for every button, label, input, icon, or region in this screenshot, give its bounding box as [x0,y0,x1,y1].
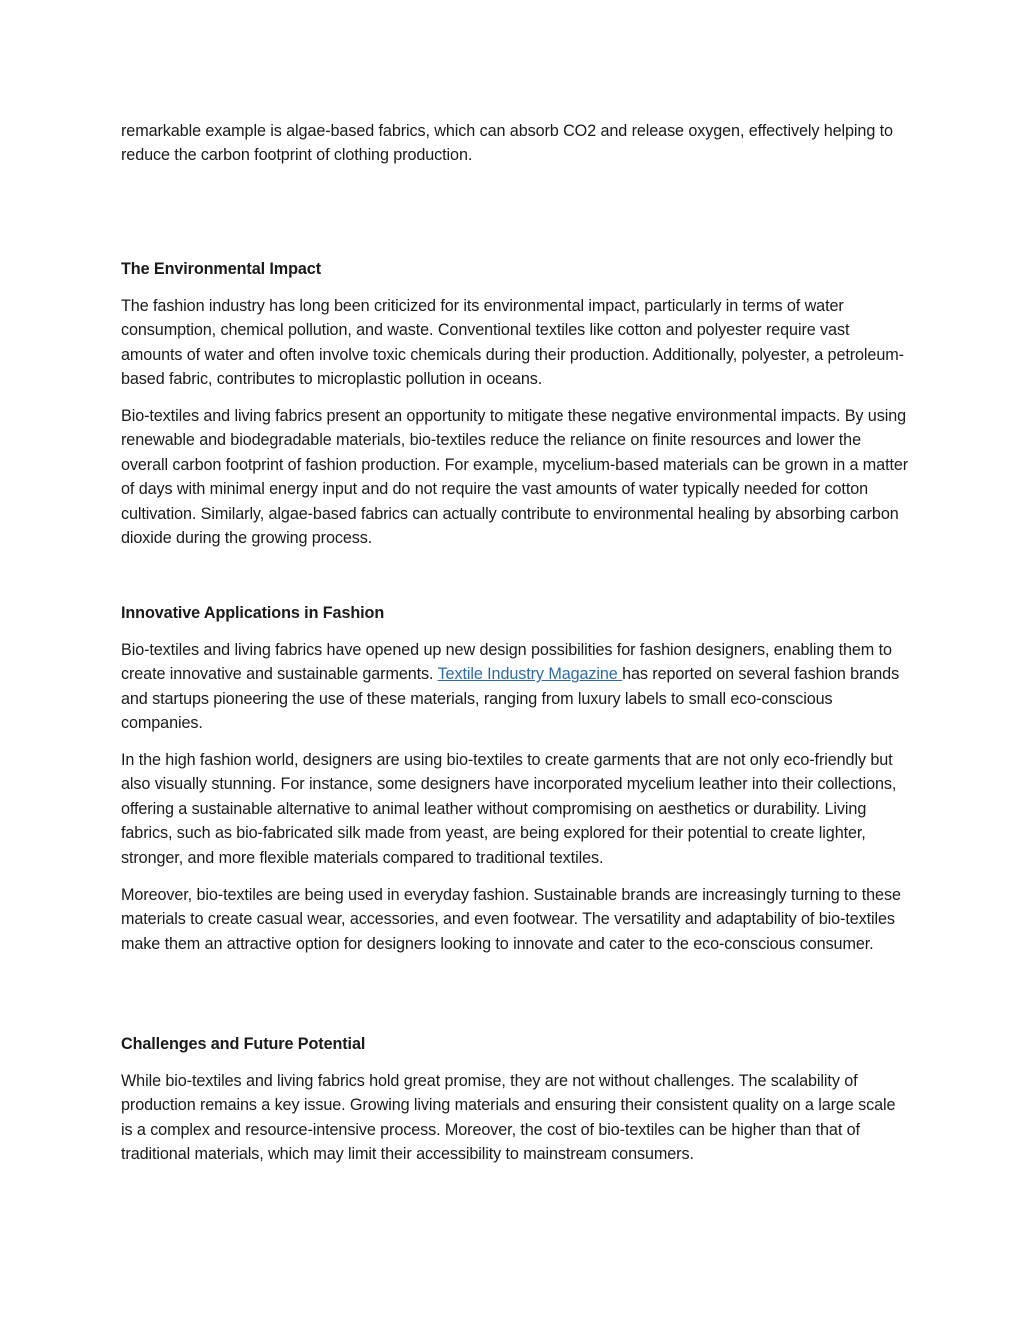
innovative-paragraph-2: In the high fashion world, designers are using bio-textiles to create garments that are not only eco-friendly but also visually stunning. For instance, some designers have incorporated mycelium leather into their collections, offering a sustainable alternative to animal leather without compromising on aesthetics or durability. Living fabrics, such as bio-fabricated silk made from yeast, are being explored for their potential to create lighter, stronger, and more flexible materials compared to traditional textiles. [121,751,897,867]
intro-paragraph: remarkable example is algae-based fabrics, which can absorb CO2 and release oxygen, effectively helping to reduce the carbon footprint of clothing production. [121,122,893,165]
environmental-paragraph-1: The fashion industry has long been criticized for its environmental impact, particularly in terms of water consumption, chemical pollution, and waste. Conventional textiles like cotton and polyester require vast amounts of water and often involve toxic chemicals during their production. Additionally, polyester, a petroleum-based fabric, contributes to microplastic pollution in oceans. [121,297,904,389]
environmental-paragraph-2: Bio-textiles and living fabrics present an opportunity to mitigate these negative environmental impacts. By using renewable and biodegradable materials, bio-textiles reduce the reliance on finite resources and lower the overall carbon footprint of fashion production. For example, mycelium-based materials can be grown in a matter of days with minimal energy input and do not require the vast amounts of water typically needed for cotton cultivation. Similarly, algae-based fabrics can actually contribute to environmental healing by absorbing carbon dioxide during the growing process. [121,407,909,548]
innovative-paragraph-1-before-link: Bio-textiles and living fabrics have opened up new design possibilities for fashion designers, enabling them to create innovative and sustainable garments. [121,641,892,684]
innovative-paragraph-1-after-link: has reported on several fashion brands and startups pioneering the use of these materials, ranging from luxury labels to small eco-conscious companies. [121,665,900,733]
challenges-paragraph-1: While bio-textiles and living fabrics hold great promise, they are not without challenges. The scalability of production remains a key issue. Growing living materials and ensuring their consistent quality on a large scale is a complex and resource-intensive process. Moreover, the cost of bio-textiles can be higher than that of traditional materials, which may limit their accessibility to mainstream consumers. [121,1072,896,1164]
section-heading-innovative-applications: Innovative Applications in Fashion [121,604,385,622]
section-heading-environmental-impact: The Environmental Impact [121,260,321,278]
textile-industry-magazine-link[interactable]: Textile Industry Magazine [437,665,623,684]
section-heading-challenges: Challenges and Future Potential [121,1035,366,1053]
innovative-paragraph-3: Moreover, bio-textiles are being used in everyday fashion. Sustainable brands are increasingly turning to these materials to create casual wear, accessories, and even footwear. The versatility and adaptability of bio-textiles make them an attractive option for designers looking to innovate and cater to the eco-conscious consumer. [121,886,901,953]
innovative-paragraph-1 [121,638,911,736]
